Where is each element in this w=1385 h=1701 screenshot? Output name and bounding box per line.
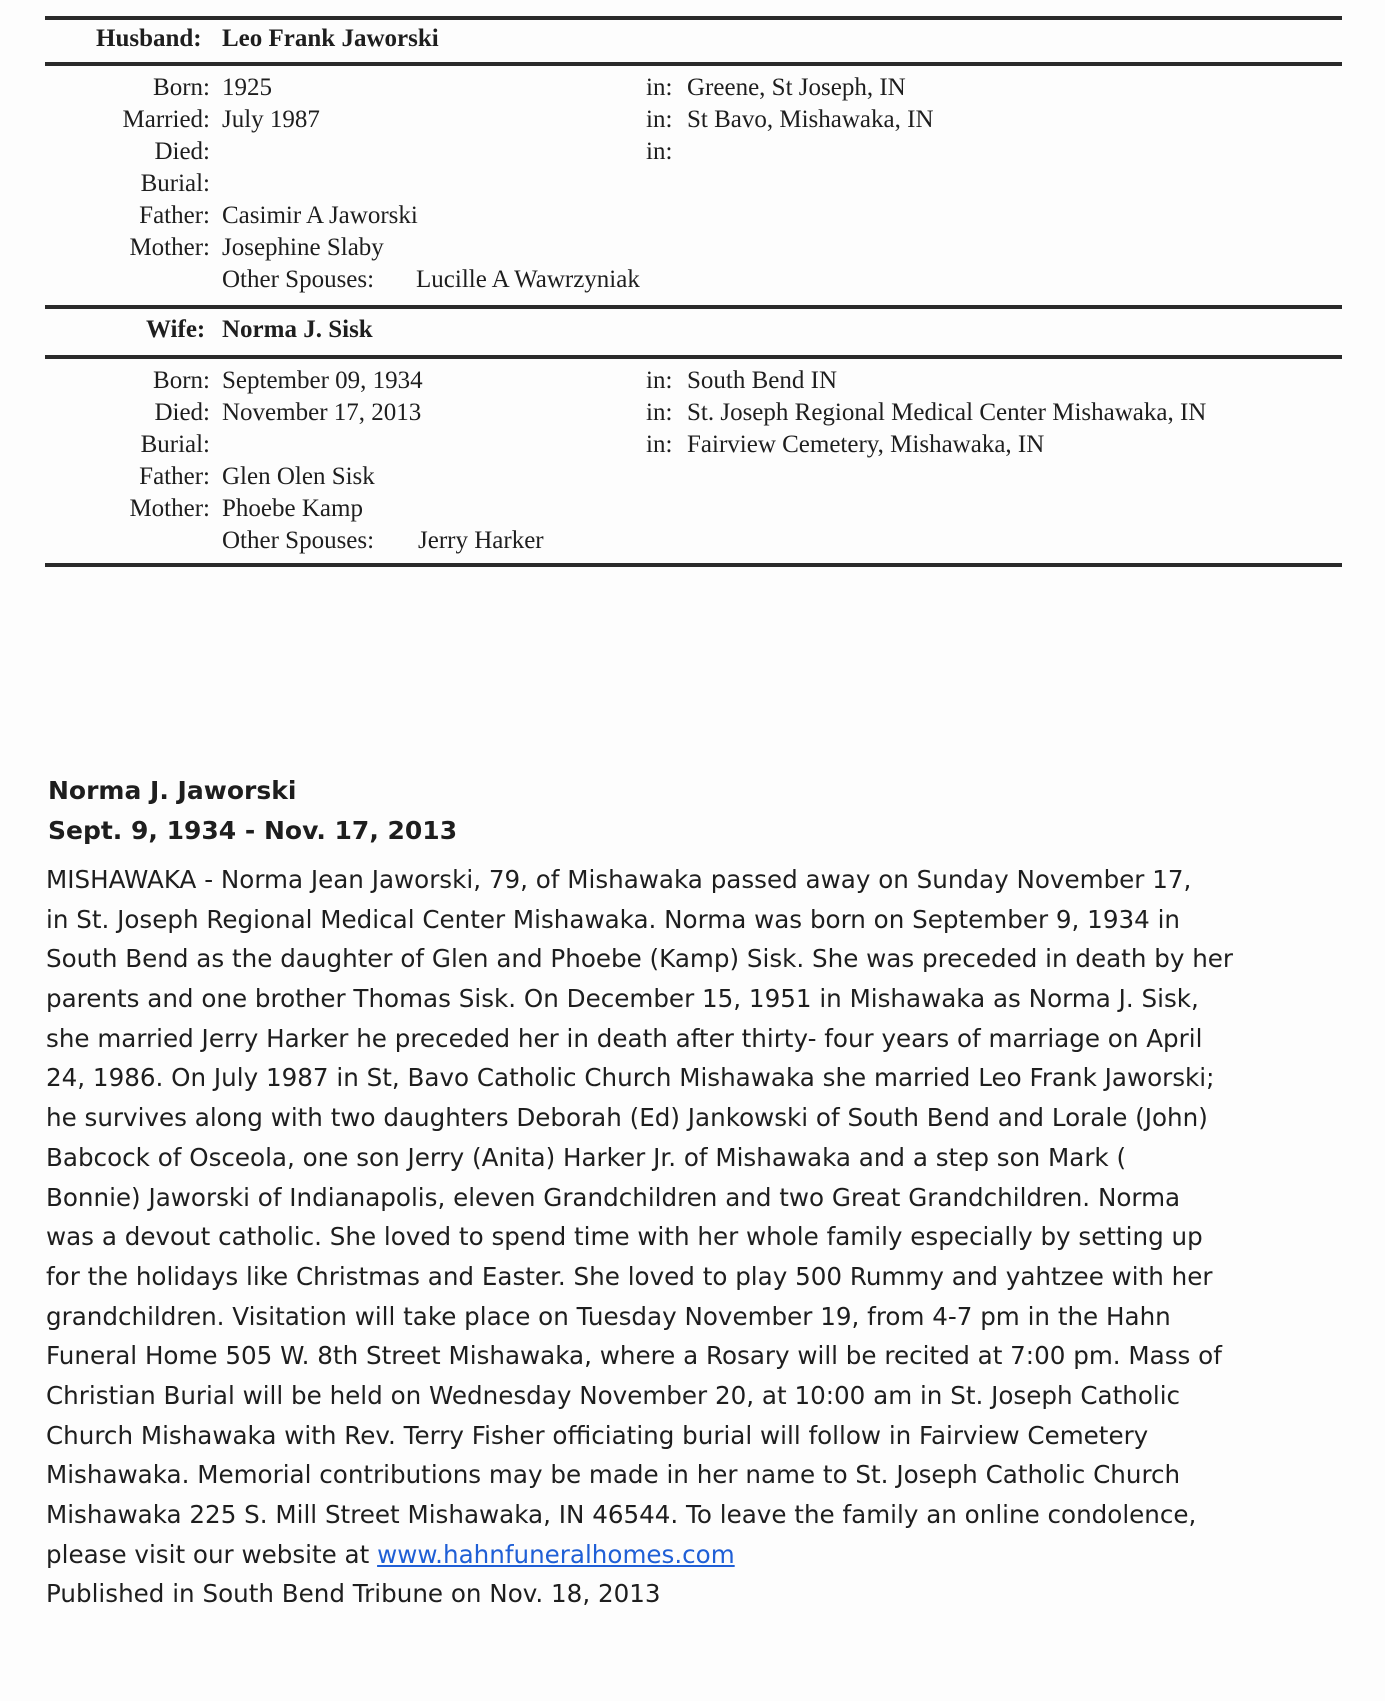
- obituary-line: he survives along with two daughters Deborah (Ed) Jankowski of South Bend and Lorale (John): [46, 1103, 1208, 1133]
- obituary-link-prefix: please visit our website at: [46, 1539, 378, 1569]
- husband-died-in-label: in:: [646, 138, 673, 165]
- obituary-line: Mishawaka. Memorial contributions may be made in her name to St. Joseph Catholic Church: [46, 1460, 1181, 1490]
- wife-top-rule: [45, 305, 1342, 309]
- obituary-line: Christian Burial will be held on Wednesday November 20, at 10:00 am in St. Joseph Catholic: [46, 1380, 1181, 1410]
- husband-died-row: [0, 136, 1385, 168]
- obituary-line: MISHAWAKA - Norma Jean Jaworski, 79, of Mishawaka passed away on Sunday November 17,: [46, 865, 1192, 894]
- wife-born-in-value: South Bend IN: [687, 367, 837, 394]
- wife-died-in-value: St. Joseph Regional Medical Center Mishawaka, IN: [687, 399, 1207, 426]
- obituary-body: [46, 860, 1356, 1614]
- husband-heading-name: Leo Frank Jaworski: [222, 25, 439, 52]
- obituary-line: she married Jerry Harker he preceded her in death after thirty- four years of marriage on April: [46, 1023, 1203, 1053]
- obituary-published: Published in South Bend Tribune on Nov. 18, 2013: [46, 1579, 661, 1609]
- husband-burial-label: Burial:: [140, 170, 210, 197]
- obituary-line: Babcock of Osceola, one son Jerry (Anita) Harker Jr. of Mishawaka and a step son Mark (: [46, 1142, 1127, 1172]
- husband-born-label: Born:: [153, 74, 210, 101]
- husband-born-in-value: Greene, St Joseph, IN: [687, 74, 906, 101]
- wife-heading-rule: [45, 355, 1342, 359]
- husband-born-in-label: in:: [646, 74, 673, 101]
- wife-burial-in-label: in:: [646, 431, 673, 458]
- wife-died-value: November 17, 2013: [222, 399, 422, 426]
- wife-died-label: Died:: [154, 399, 210, 426]
- husband-father-label: Father:: [139, 202, 210, 229]
- husband-mother-row: [0, 232, 1385, 264]
- wife-mother-row: [0, 493, 1385, 525]
- wife-burial-in-value: Fairview Cemetery, Mishawaka, IN: [687, 431, 1045, 458]
- wife-heading-label: Wife:: [146, 316, 206, 343]
- husband-other-spouses-value: Lucille A Wawrzyniak: [416, 266, 640, 293]
- wife-other-spouses-row: [0, 525, 1385, 557]
- husband-mother-value: Josephine Slaby: [222, 234, 384, 261]
- obituary-dates: Sept. 9, 1934 - Nov. 17, 2013: [48, 816, 458, 845]
- obituary-line: Church Mishawaka with Rev. Terry Fisher officiating burial will follow in Fairview Cemetery: [46, 1420, 1149, 1450]
- obituary-line: parents and one brother Thomas Sisk. On December 15, 1951 in Mishawaka as Norma J. Sisk,: [46, 984, 1199, 1014]
- husband-other-spouses-row: [0, 264, 1385, 296]
- wife-other-spouses-label: Other Spouses:: [222, 527, 375, 554]
- funeral-home-website-link[interactable]: www.hahnfuneralhomes.com: [377, 1539, 735, 1569]
- wife-born-in-label: in:: [646, 367, 673, 394]
- obituary-line: in St. Joseph Regional Medical Center Mishawaka. Norma was born on September 9, 1934 in: [46, 904, 1181, 934]
- wife-burial-row: [0, 429, 1385, 461]
- husband-heading: [96, 24, 1296, 54]
- wife-father-label: Father:: [139, 463, 210, 490]
- husband-born-value: 1925: [222, 74, 272, 101]
- husband-married-label: Married:: [122, 106, 210, 133]
- obituary-line: for the holidays like Christmas and Easter. She loved to play 500 Rummy and yahtzee with her: [46, 1261, 1213, 1291]
- wife-bottom-rule: [45, 563, 1342, 567]
- husband-married-value: July 1987: [222, 106, 320, 133]
- wife-born-row: [0, 365, 1385, 397]
- obituary-line: South Bend as the daughter of Glen and Phoebe (Kamp) Sisk. She was preceded in death by her: [46, 944, 1234, 974]
- husband-mother-label: Mother:: [129, 234, 210, 261]
- husband-married-row: [0, 104, 1385, 136]
- obituary-line: Mishawaka 225 S. Mill Street Mishawaka, IN 46544. To leave the family an online condolence,: [46, 1500, 1197, 1529]
- husband-father-value: Casimir A Jaworski: [222, 202, 418, 229]
- husband-married-in-value: St Bavo, Mishawaka, IN: [687, 106, 934, 133]
- obituary-line: Funeral Home 505 W. 8th Street Mishawaka, where a Rosary will be recited at 7:00 pm. Mass of: [46, 1341, 1222, 1371]
- husband-father-row: [0, 200, 1385, 232]
- husband-heading-label: Husband:: [96, 25, 202, 52]
- wife-heading-name: Norma J. Sisk: [222, 316, 373, 343]
- wife-mother-value: Phoebe Kamp: [222, 495, 363, 522]
- top-rule: [45, 16, 1342, 20]
- obituary-line: was a devout catholic. She loved to spend time with her whole family especially by setting up: [46, 1222, 1203, 1252]
- obituary-link-line: [46, 1535, 1356, 1575]
- husband-born-row: [0, 72, 1385, 104]
- wife-died-row: [0, 397, 1385, 429]
- wife-burial-label: Burial:: [140, 431, 210, 458]
- obituary-line: 24, 1986. On July 1987 in St, Bavo Catholic Church Mishawaka she married Leo Frank Jaworski;: [46, 1063, 1215, 1093]
- husband-died-label: Died:: [154, 138, 210, 165]
- wife-other-spouses-value: Jerry Harker: [418, 527, 544, 554]
- wife-born-value: September 09, 1934: [222, 367, 423, 394]
- obituary-name: Norma J. Jaworski: [48, 776, 297, 805]
- husband-married-in-label: in:: [646, 106, 673, 133]
- wife-born-label: Born:: [153, 367, 210, 394]
- obituary-line: grandchildren. Visitation will take place on Tuesday November 19, from 4-7 pm in the Hahn: [46, 1301, 1171, 1331]
- wife-heading: [146, 315, 1346, 345]
- husband-other-spouses-label: Other Spouses:: [222, 266, 375, 293]
- husband-burial-row: [0, 168, 1385, 200]
- wife-father-row: [0, 461, 1385, 493]
- wife-father-value: Glen Olen Sisk: [222, 463, 375, 490]
- husband-heading-rule: [45, 62, 1342, 66]
- wife-died-in-label: in:: [646, 399, 673, 426]
- wife-mother-label: Mother:: [129, 495, 210, 522]
- obituary-line: Bonnie) Jaworski of Indianapolis, eleven Grandchildren and two Great Grandchildren. Norma: [46, 1182, 1181, 1212]
